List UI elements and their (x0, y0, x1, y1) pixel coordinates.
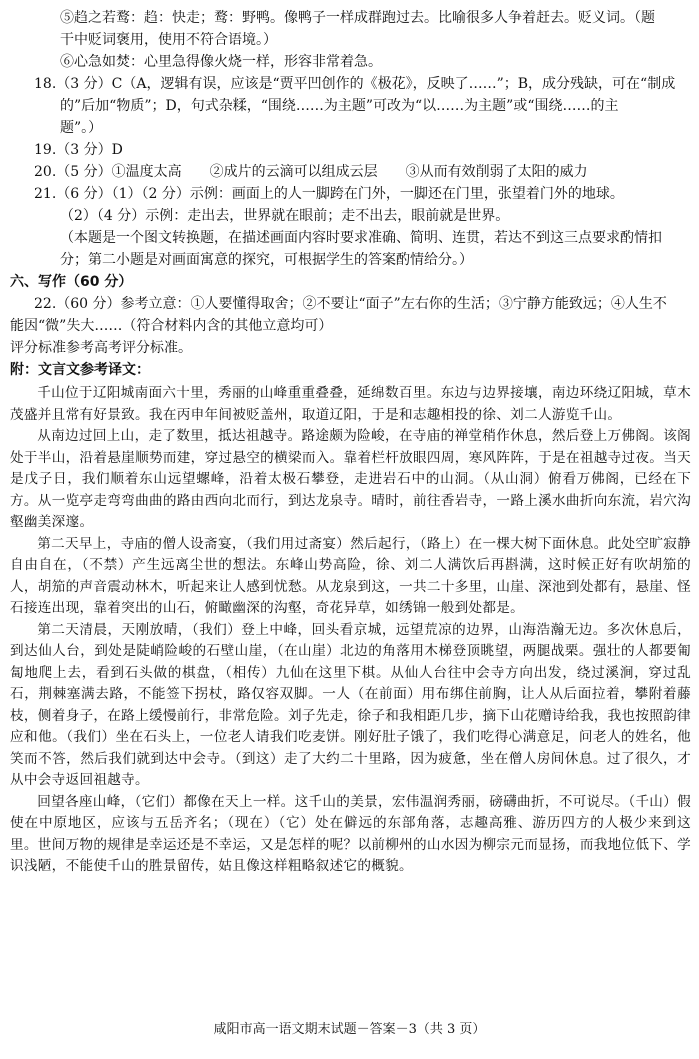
answer-18-line1: 18.（3 分）C（A，逻辑有误，应该是“贾平凹创作的《极花》，反映了……”；B，成分残缺，可在“制成 (34, 76, 676, 92)
translation-paragraph: 第二天早上，寺庙的僧人设斋宴，（我们用过斋宴）然后起行，（路上）在一棵大树下面休息。此处空旷寂静自由自在，（不禁）产生远离尘世的想法。东峰山势高险，徐、刘二人满饮后再斟满，这时候正好有吹胡笳的人，胡笳的声音震动林木，听起来让人感到忧愁。从龙泉到这，一共二十多里，山崖、深池到处都有，悬崖、怪石接连出现，靠着突出的山石，俯瞰幽深的沟壑，奇花异草，如绣锦一般到处都是。 (10, 535, 691, 616)
answer-21-line1: 21.（6 分）（1）（2 分）示例：画面上的人一脚跨在门外，一脚还在门里，张望着门外的地球。 (34, 186, 624, 202)
answer-22-line1: 22.（60 分）参考立意：①人要懂得取舍；②不要让“面子”左右你的生活；③宁静方能致远；④人生不 (34, 296, 667, 312)
translation-text (10, 383, 691, 878)
vocab-item-6: ⑥心急如焚：心里急得像火烧一样，形容非常着急。 (60, 54, 382, 70)
answer-21-line4: 分；第二小题是对画面寓意的探究，可根据学生的答案酌情给分。） (60, 252, 473, 268)
vocab-item-5-line2: 干中贬词褒用，使用不符合语境。） (60, 32, 277, 48)
scoring-note: 评分标准参考高考评分标准。 (10, 340, 192, 356)
answer-18-line2: 的”后加“物质”；D，句式杂糅，“围绕……为主题”可改为“以……为主题”或“围绕……的主 (60, 98, 619, 114)
vocab-item-5-line1: ⑤趋之若鹜：趋：快走；鹜：野鸭。像鸭子一样成群跑过去。比喻很多人争着赶去。贬义词。（题 (60, 10, 655, 26)
answer-21-line2: （2）（4 分）示例：走出去，世界就在眼前；走不出去，眼前就是世界。 (60, 208, 510, 224)
translation-paragraph: 回望各座山峰，（它们）都像在天上一样。这千山的美景，宏伟温润秀丽，磅礴曲折，不可说尽。（千山）假使在中原地区，应该与五岳齐名；（现在）（它）处在僻远的东部角落，志趣高雅、游历四方的人极少来到这里。世间万物的规律是幸运还是不幸运，又是怎样的呢？以前柳州的山水因为柳宗元而显扬，而我地位低下、学识浅陋，不能使千山的胜景留传，姑且像这样粗略叙述它的概貌。 (10, 793, 691, 874)
appendix-title: 附：文言文参考译文： (10, 362, 150, 378)
answer-18-line3: 题”。） (60, 120, 103, 136)
section-writing-heading: 六、写作（60 分） (10, 274, 133, 290)
translation-paragraph: 千山位于辽阳城南面六十里，秀丽的山峰重重叠叠，延绵数百里。东边与边界接壤，南边环绕辽阳城，草木茂盛并且常有好景致。我在丙申年间被贬盖州，取道辽阳，于是和志趣相投的徐、刘二人游览千山。 (10, 385, 691, 423)
answer-20: 20.（5 分）①温度太高 ②成片的云滴可以组成云层 ③从而有效削弱了太阳的威力 (34, 164, 588, 180)
page-footer: 咸阳市高一语文期末试题－答案－3（共 3 页） (213, 1022, 486, 1037)
translation-paragraph: 从南边过回上山，走了数里，抵达祖越寺。路途颇为险峻，在寺庙的禅堂稍作休息，然后登上万佛阁。该阁处于半山，沿着悬崖顺势而建，穿过悬空的横梁而入。靠着栏杆放眼四周，寒风阵阵，于是在祖越寺过夜。当天是戊子日，我们顺着东山远望螺峰，沿着太极石攀登，走进岩石中的山洞。（从山洞）俯看万佛阁，已经在下方。从一览亭走弯弯曲曲的路由西向北而行，到达龙泉寺。晴时，前往香岩寺，一路上溪水曲折向东流，岩穴沟壑幽美深邃。 (10, 428, 691, 530)
translation-paragraph: 第二天清晨，天刚放晴，（我们）登上中峰，回头看京城，远望荒凉的边界，山海浩瀚无边。多次休息后，到达仙人台，到处是陡峭险峻的石壁山崖，（在山崖）北边的角落用木梯登顶眺望，两腿战栗。强壮的人都要匍匐地爬上去，看到石头做的棋盘，（相传）九仙在这里下棋。从仙人台往中会寺方向出发，绕过溪涧，穿过乱石，荆棘塞满去路，不能签下拐杖，路仅容双脚。一人（在前面）用布绑住前胸，让人从后面拉着，攀附着藤枝，侧着身子，在路上缓慢前行，非常危险。刘子先走，徐子和我相距几步，摘下山花赠诗给我，我也按照韵律应和他。（我们）坐在石头上，一位老人请我们吃麦饼。刚好肚子饿了，我们吃得心满意足，问老人的姓名，他笑而不答，然后我们就到达中会寺。（到这）走了大约二十里路，因为疲惫，坐在僧人房间休息。过了很久，才从中会寺返回祖越寺。 (10, 621, 691, 788)
answer-22-line2: 能因“微”失大……（符合材料内含的其他立意均可） (10, 318, 333, 334)
answer-19: 19.（3 分）D (34, 142, 123, 158)
answer-21-line3: （本题是一个图文转换题，在描述画面内容时要求准确、简明、连贯，若达不到这三点要求酌情扣 (60, 230, 662, 246)
